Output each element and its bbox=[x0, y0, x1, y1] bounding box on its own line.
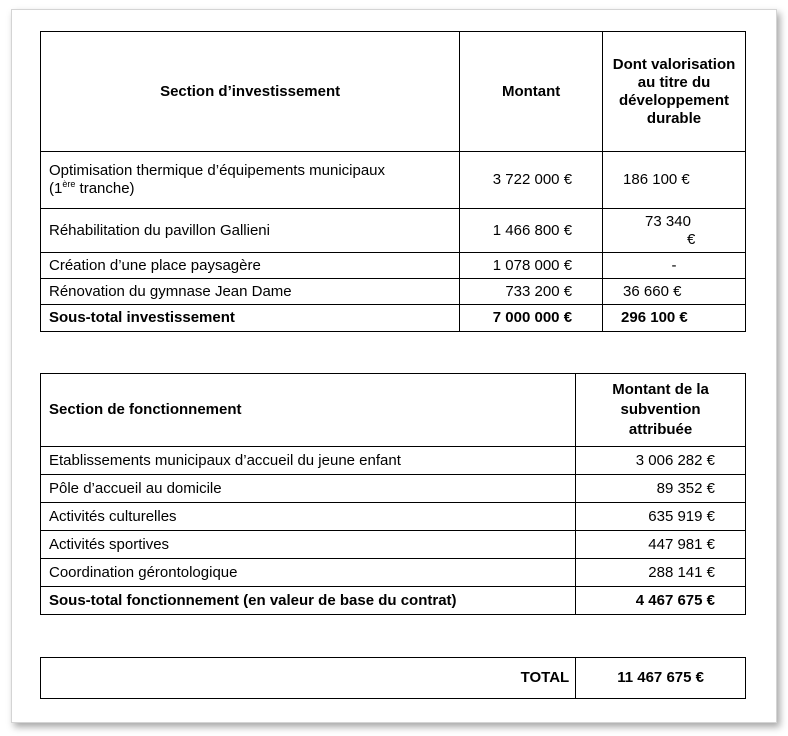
operating-subtotal-row bbox=[41, 587, 746, 615]
investment-header-row bbox=[41, 32, 746, 152]
subtotal-amount: 7 000 000 € bbox=[460, 305, 603, 332]
total-amount: 11 467 675 € bbox=[576, 658, 746, 699]
row-label: Rénovation du gymnase Jean Dame bbox=[41, 279, 460, 305]
row-label: Pôle d’accueil au domicile bbox=[41, 475, 576, 503]
row-label: Réhabilitation du pavillon Gallieni bbox=[41, 209, 460, 253]
document-page bbox=[11, 9, 777, 723]
valorisation-line2: € bbox=[687, 230, 696, 248]
operating-section-header: Section de fonctionnement bbox=[41, 374, 576, 447]
table-row bbox=[41, 253, 746, 279]
row-amount: 447 981 € bbox=[576, 531, 746, 559]
row-valorisation bbox=[603, 209, 746, 253]
operating-header-row bbox=[41, 374, 746, 447]
row-amount: 635 919 € bbox=[576, 503, 746, 531]
table-row bbox=[41, 209, 746, 253]
table-row bbox=[41, 503, 746, 531]
row-amount: 3 722 000 € bbox=[460, 152, 603, 209]
row-label-pre: (1 bbox=[49, 180, 63, 197]
investment-amount-header: Montant bbox=[460, 32, 603, 152]
row-label-sup: ère bbox=[62, 179, 76, 189]
valorisation-line1: 73 340 bbox=[645, 212, 691, 230]
row-label: Etablissements municipaux d’accueil du jeune enfant bbox=[41, 447, 576, 475]
row-amount: 733 200 € bbox=[460, 279, 603, 305]
total-table bbox=[40, 657, 746, 699]
table-row bbox=[41, 279, 746, 305]
row-label-main: Optimisation thermique d’équipements municipaux bbox=[49, 162, 386, 179]
row-valorisation: 186 100 € bbox=[603, 152, 746, 209]
row-amount: 3 006 282 € bbox=[576, 447, 746, 475]
row-amount: 1 078 000 € bbox=[460, 253, 603, 279]
investment-subtotal-row bbox=[41, 305, 746, 332]
table-row bbox=[41, 447, 746, 475]
table-row bbox=[41, 152, 746, 209]
row-label: Coordination gérontologique bbox=[41, 559, 576, 587]
row-amount: 89 352 € bbox=[576, 475, 746, 503]
row-label: Activités sportives bbox=[41, 531, 576, 559]
subtotal-valorisation: 296 100 € bbox=[603, 305, 746, 332]
row-label bbox=[41, 152, 460, 209]
total-row bbox=[41, 658, 746, 699]
subtotal-label: Sous-total fonctionnement (en valeur de base du contrat) bbox=[41, 587, 576, 615]
table-row bbox=[41, 531, 746, 559]
row-label-post: tranche) bbox=[75, 180, 135, 197]
table-row bbox=[41, 475, 746, 503]
subtotal-label: Sous-total investissement bbox=[41, 305, 460, 332]
total-label: TOTAL bbox=[41, 658, 576, 699]
row-valorisation: 36 660 € bbox=[603, 279, 746, 305]
investment-valorisation-header: Dont valorisation au titre du développement durable bbox=[603, 32, 746, 152]
row-amount: 288 141 € bbox=[576, 559, 746, 587]
row-amount: 1 466 800 € bbox=[460, 209, 603, 253]
table-row bbox=[41, 559, 746, 587]
row-label: Création d’une place paysagère bbox=[41, 253, 460, 279]
operating-table bbox=[40, 373, 746, 615]
investment-table bbox=[40, 31, 746, 332]
subtotal-amount: 4 467 675 € bbox=[576, 587, 746, 615]
row-label: Activités culturelles bbox=[41, 503, 576, 531]
investment-section-header: Section d’investissement bbox=[41, 32, 460, 152]
row-valorisation: - bbox=[603, 253, 746, 279]
operating-amount-header: Montant de la subvention attribuée bbox=[576, 374, 746, 447]
